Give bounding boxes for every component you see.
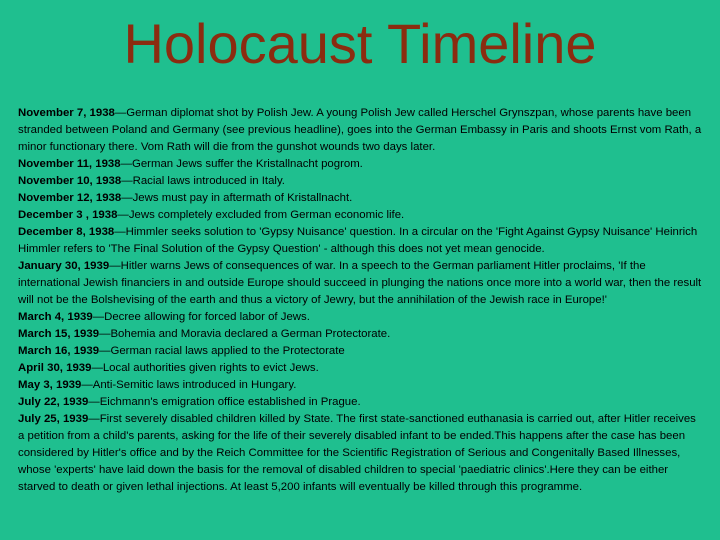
entry-date: March 15, 1939: [18, 328, 100, 340]
entry-text: —Himmler seeks solution to 'Gypsy Nuisance' question. In a circular on the 'Fight Against Gypsy Nuisance' Heinrich Himmler refers to 'The Final Solution of the Gypsy Question' - although this does not yet mean genocide.: [18, 226, 698, 255]
entry-date: November 12, 1938: [18, 192, 122, 204]
timeline-entry: [18, 224, 702, 258]
entry-text: —Bohemia and Moravia declared a German Protectorate.: [99, 328, 391, 340]
entry-date: July 25, 1939: [18, 413, 89, 425]
entry-text: —First severely disabled children killed by State. The first state-sanctioned euthanasia is carried out, after Hitler receives a petition from a child's parents, asking for the life of their severely disabled infant to be ended.This happens after the case has been considered by Hitler's office and by the Reich Committee for the Scientific Registration of Serious and Congenitally Based Illnesses, whose 'experts' have laid down the basis for the removal of disabled children to special 'paediatric clinics'.Here they can be either starved to death or given lethal injections. At least 5,200 infants will eventually be killed through this programme.: [18, 413, 696, 493]
timeline-entry: [18, 343, 702, 360]
entry-text: —Hitler warns Jews of consequences of war. In a speech to the German parliament Hitler proclaims, 'If the international Jewish financiers in and outside Europe should succeed in plunging the nations once more into a world war, then the result will not be the Bolshevising of the earth and thus a victory of Jewry, but the annihilation of the Jewish race in Europe!': [18, 260, 702, 306]
entry-text: —German racial laws applied to the Protectorate: [99, 345, 345, 357]
entry-date: November 7, 1938: [18, 107, 115, 119]
entry-text: —German Jews suffer the Kristallnacht pogrom.: [120, 158, 363, 170]
timeline-entry: [18, 207, 702, 224]
timeline-entry: [18, 309, 702, 326]
timeline-entry: [18, 377, 702, 394]
timeline-entry: [18, 394, 702, 411]
entry-date: May 3, 1939: [18, 379, 82, 391]
entry-date: March 4, 1939: [18, 311, 93, 323]
entry-date: December 3 , 1938: [18, 209, 118, 221]
timeline-entry: [18, 360, 702, 377]
entry-date: November 10, 1938: [18, 175, 122, 187]
entry-date: March 16, 1939: [18, 345, 100, 357]
timeline-entry: [18, 173, 702, 190]
timeline-entry: [18, 411, 702, 496]
entry-date: July 22, 1939: [18, 396, 89, 408]
entry-text: —Decree allowing for forced labor of Jews.: [92, 311, 310, 323]
entry-date: December 8, 1938: [18, 226, 115, 238]
entry-text: —Jews must pay in aftermath of Kristallnacht.: [121, 192, 353, 204]
slide-title: Holocaust Timeline: [123, 12, 597, 75]
timeline-entry: [18, 105, 702, 156]
entry-text: —Racial laws introduced in Italy.: [121, 175, 285, 187]
timeline-entry: [18, 258, 702, 309]
timeline-body: [18, 105, 702, 496]
entry-date: April 30, 1939: [18, 362, 92, 374]
entry-date: November 11, 1938: [18, 158, 121, 170]
timeline-entry: [18, 156, 702, 173]
timeline-entry: [18, 326, 702, 343]
entry-text: —Anti-Semitic laws introduced in Hungary.: [81, 379, 297, 391]
entry-text: —German diplomat shot by Polish Jew. A young Polish Jew called Herschel Grynszpan, whose parents have been stranded between Poland and Germany (see previous headline), goes into the German Embassy in Paris and shoots Ernst vom Rath, a minor functionary there. Vom Rath will die from the gunshot wounds two days later.: [18, 107, 702, 153]
entry-date: January 30, 1939: [18, 260, 110, 272]
entry-text: —Jews completely excluded from German economic life.: [117, 209, 405, 221]
entry-text: —Eichmann's emigration office established in Prague.: [88, 396, 361, 408]
entry-text: —Local authorities given rights to evict Jews.: [91, 362, 319, 374]
timeline-entry: [18, 190, 702, 207]
